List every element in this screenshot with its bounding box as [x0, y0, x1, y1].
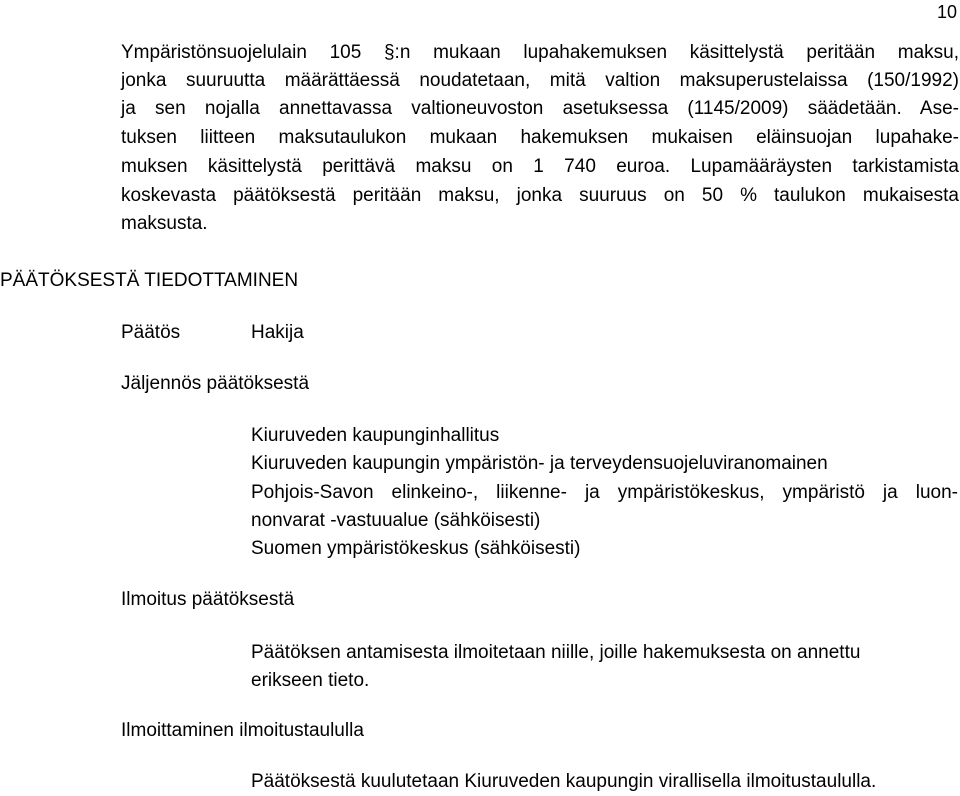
copy-recipient: Kiuruveden kaupungin ympäristön- ja terveydensuojeluviranomainen: [251, 453, 828, 474]
bulletin-text: Päätöksestä kuulutetaan Kiuruveden kaupungin virallisella ilmoitustaululla.: [251, 771, 877, 792]
section-heading: PÄÄTÖKSESTÄ TIEDOTTAMINEN: [0, 270, 299, 291]
intro-line: tuksen liitteen maksutaulukon mukaan hakemuksen mukaisen eläinsuojan lupahake-: [121, 127, 959, 148]
notice-text-line: Päätöksen antamisesta ilmoitetaan niille, joille hakemuksesta on annettu: [251, 642, 861, 663]
notice-text-line: erikseen tieto.: [251, 670, 370, 691]
copy-recipient: nonvarat -vastuualue (sähköisesti): [251, 510, 541, 531]
decision-recipient: Hakija: [251, 322, 304, 343]
intro-line: koskevasta päätöksestä peritään maksu, jonka suuruus on 50 % taulukon mukaisesta: [121, 185, 959, 206]
copy-recipient: Suomen ympäristökeskus (sähköisesti): [251, 538, 581, 559]
copy-recipient: Pohjois-Savon elinkeino-, liikenne- ja ympäristökeskus, ympäristö ja luon-: [251, 482, 958, 503]
bulletin-label: Ilmoittaminen ilmoitustaululla: [121, 720, 364, 741]
notice-label: Ilmoitus päätöksestä: [121, 589, 295, 610]
intro-line: Ympäristönsuojelulain 105 §:n mukaan lupahakemuksen käsittelystä peritään maksu,: [121, 42, 959, 63]
intro-line: maksusta.: [121, 213, 208, 234]
intro-line: muksen käsittelystä perittävä maksu on 1 740 euroa. Lupamääräysten tarkistamista: [121, 156, 959, 177]
copy-label: Jäljennös päätöksestä: [121, 373, 310, 394]
intro-line: ja sen nojalla annettavassa valtioneuvoston asetuksessa (1145/2009) säädetään. Ase-: [121, 98, 959, 119]
page-number: 10: [937, 2, 958, 22]
decision-label: Päätös: [121, 322, 181, 343]
intro-line: jonka suuruutta määrättäessä noudatetaan, mitä valtion maksuperustelaissa (150/1992): [121, 70, 959, 91]
copy-recipient: Kiuruveden kaupunginhallitus: [251, 425, 500, 446]
